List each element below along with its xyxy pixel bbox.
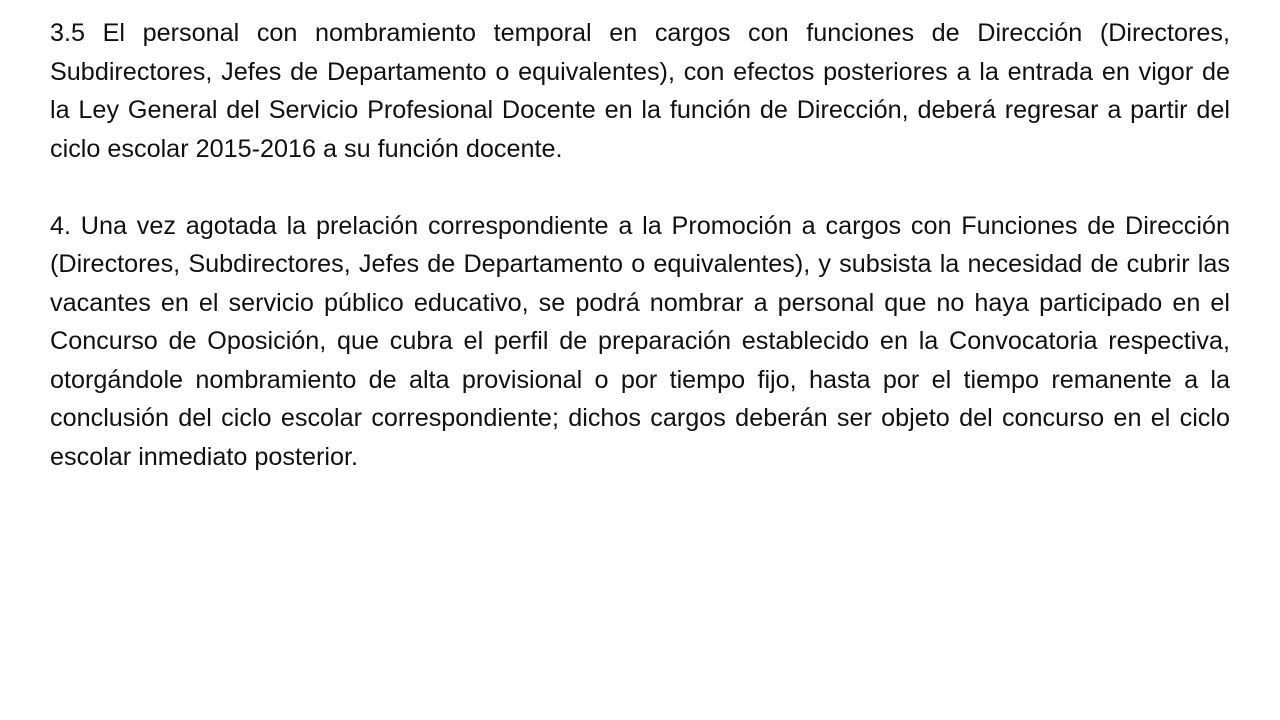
paragraph-4: 4. Una vez agotada la prelación correspondiente a la Promoción a cargos con Funciones de Dirección (Directores, Subdirectores, Jefes de Departamento o equivalentes), y subsista la necesidad de cubrir las vacantes en el servicio público educativo, se podrá nombrar a personal que no haya participado en el Concurso de Oposición, que cubra el perfil de preparación establecido en la Convocatoria respectiva, otorgándole nombramiento de alta provisional o por tiempo fijo, hasta por el tiempo remanente a la conclusión del ciclo escolar correspondiente; dichos cargos deberán ser objeto del concurso en el ciclo escolar inmediato posterior.: [50, 211, 1230, 471]
paragraph-3-5: 3.5 El personal con nombramiento temporal en cargos con funciones de Dirección (Directores, Subdirectores, Jefes de Departamento o equivalentes), con efectos posteriores a la entrada en vigor de la Ley General del Servicio Profesional Docente en la función de Dirección, deberá regresar a partir del ciclo escolar 2015-2016 a su función docente.: [50, 19, 1230, 163]
paragraph-spacer: [50, 168, 1230, 207]
slide-body: [50, 14, 1230, 476]
